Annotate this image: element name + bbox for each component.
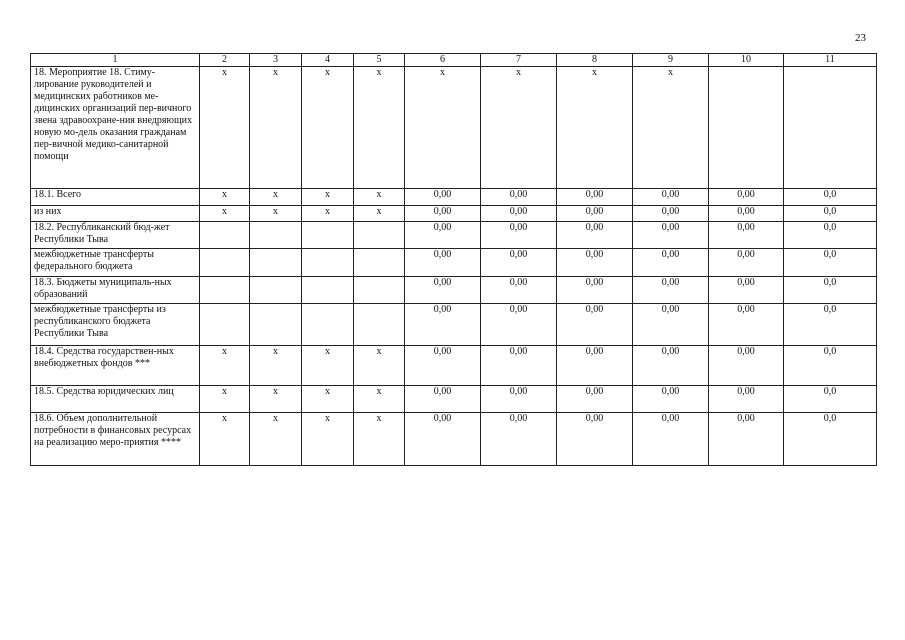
table-cell: 0,00 bbox=[481, 222, 557, 249]
table-cell: х bbox=[200, 346, 250, 386]
table-row bbox=[31, 386, 877, 413]
table-cell: 0,00 bbox=[557, 206, 633, 222]
row-label: межбюджетные трансферты федерального бюджета bbox=[31, 249, 200, 277]
table-cell: х bbox=[250, 346, 302, 386]
table-cell: 0,00 bbox=[633, 386, 709, 413]
table-cell bbox=[302, 222, 354, 249]
table-cell: х bbox=[250, 386, 302, 413]
table-cell bbox=[200, 249, 250, 277]
table-cell: 0,00 bbox=[709, 346, 784, 386]
table-cell: 0,00 bbox=[557, 189, 633, 206]
table-cell: х bbox=[250, 189, 302, 206]
row-label: 18. Мероприятие 18. Стиму-лирование руководителей и медицинских работников ме-дицинских организаций пер-вичного звена здравоохране-ния внедряющих новую мо-дель оказания гражданам пер-вичной медико-санитарной помощи bbox=[31, 67, 200, 189]
table-cell: 0,00 bbox=[405, 277, 481, 304]
table-cell: 0,0 bbox=[784, 386, 877, 413]
table-cell: х bbox=[302, 413, 354, 466]
table-cell: 0,00 bbox=[633, 304, 709, 346]
table-cell: х bbox=[302, 67, 354, 189]
column-header: 5 bbox=[354, 54, 405, 67]
table-cell bbox=[302, 304, 354, 346]
table-cell: х bbox=[354, 346, 405, 386]
table-cell bbox=[354, 249, 405, 277]
table-cell: 0,00 bbox=[709, 206, 784, 222]
column-header: 8 bbox=[557, 54, 633, 67]
row-label: 18.1. Всего bbox=[31, 189, 200, 206]
table-cell: 0,00 bbox=[557, 277, 633, 304]
table-cell: 0,00 bbox=[709, 277, 784, 304]
table-cell: 0,00 bbox=[481, 386, 557, 413]
table-cell: 0,00 bbox=[709, 304, 784, 346]
table-cell: 0,0 bbox=[784, 413, 877, 466]
table-cell: 0,00 bbox=[633, 249, 709, 277]
table-cell: 0,00 bbox=[709, 189, 784, 206]
table-cell bbox=[200, 304, 250, 346]
table-cell: 0,00 bbox=[557, 222, 633, 249]
table-cell: 0,00 bbox=[709, 386, 784, 413]
table-row bbox=[31, 222, 877, 249]
table-cell: х bbox=[302, 206, 354, 222]
table-row bbox=[31, 304, 877, 346]
table-cell: 0,00 bbox=[405, 249, 481, 277]
table-body bbox=[31, 67, 877, 466]
table-cell: 0,00 bbox=[405, 222, 481, 249]
column-header: 11 bbox=[784, 54, 877, 67]
row-label: 18.6. Объем дополнительной потребности в финансовых ресурсах на реализацию меро-приятия **** bbox=[31, 413, 200, 466]
table-row bbox=[31, 277, 877, 304]
table-cell: х bbox=[302, 386, 354, 413]
row-label: 18.4. Средства государствен-ных внебюджетных фондов *** bbox=[31, 346, 200, 386]
table-cell: 0,0 bbox=[784, 346, 877, 386]
page-number: 23 bbox=[855, 32, 866, 44]
table-cell: 0,00 bbox=[709, 413, 784, 466]
table-cell bbox=[250, 249, 302, 277]
table-cell: 0,00 bbox=[557, 413, 633, 466]
row-label: 18.5. Средства юридических лиц bbox=[31, 386, 200, 413]
table-cell: 0,00 bbox=[709, 222, 784, 249]
row-label: 18.2. Республиканский бюд-жет Республики Тыва bbox=[31, 222, 200, 249]
table-row bbox=[31, 206, 877, 222]
table-cell: х bbox=[354, 189, 405, 206]
table-cell: х bbox=[200, 67, 250, 189]
table-cell: х bbox=[481, 67, 557, 189]
column-header: 10 bbox=[709, 54, 784, 67]
table-cell: х bbox=[405, 67, 481, 189]
table-cell: 0,00 bbox=[557, 386, 633, 413]
header-row bbox=[31, 54, 877, 67]
table-cell: х bbox=[250, 67, 302, 189]
table-cell: 0,0 bbox=[784, 222, 877, 249]
table-cell bbox=[354, 304, 405, 346]
table-row bbox=[31, 346, 877, 386]
table-cell: 0,00 bbox=[633, 346, 709, 386]
table-cell bbox=[200, 277, 250, 304]
budget-table bbox=[30, 53, 877, 466]
table-row bbox=[31, 249, 877, 277]
table-cell: 0,0 bbox=[784, 189, 877, 206]
column-header: 6 bbox=[405, 54, 481, 67]
table-cell: х bbox=[354, 67, 405, 189]
table-cell: 0,00 bbox=[557, 249, 633, 277]
table-cell: 0,00 bbox=[481, 277, 557, 304]
table-cell bbox=[354, 277, 405, 304]
table-cell: х bbox=[557, 67, 633, 189]
table-cell: х bbox=[302, 346, 354, 386]
column-header: 1 bbox=[31, 54, 200, 67]
table-row bbox=[31, 67, 877, 189]
table-cell bbox=[250, 277, 302, 304]
column-header: 9 bbox=[633, 54, 709, 67]
table-cell: 0,00 bbox=[557, 304, 633, 346]
table-cell: х bbox=[200, 189, 250, 206]
table-cell bbox=[250, 222, 302, 249]
row-label: 18.3. Бюджеты муниципаль-ных образований bbox=[31, 277, 200, 304]
column-header: 7 bbox=[481, 54, 557, 67]
table-cell: х bbox=[633, 67, 709, 189]
column-header: 2 bbox=[200, 54, 250, 67]
table-row bbox=[31, 413, 877, 466]
table-cell: 0,0 bbox=[784, 206, 877, 222]
table-cell: 0,00 bbox=[633, 277, 709, 304]
table-cell: 0,00 bbox=[405, 386, 481, 413]
table-cell: 0,0 bbox=[784, 249, 877, 277]
table-cell: 0,00 bbox=[405, 304, 481, 346]
table-cell: х bbox=[354, 386, 405, 413]
table-cell: 0,00 bbox=[481, 346, 557, 386]
table-cell: 0,00 bbox=[405, 346, 481, 386]
table-cell: 0,00 bbox=[481, 206, 557, 222]
table-cell bbox=[709, 67, 784, 189]
row-label: межбюджетные трансферты из республиканского бюджета Республики Тыва bbox=[31, 304, 200, 346]
table-cell: 0,00 bbox=[405, 189, 481, 206]
table-cell: х bbox=[200, 206, 250, 222]
table-cell: х bbox=[250, 206, 302, 222]
table-cell: х bbox=[200, 386, 250, 413]
table-cell: 0,00 bbox=[481, 304, 557, 346]
table-cell: 0,0 bbox=[784, 277, 877, 304]
table-cell: х bbox=[354, 206, 405, 222]
table-cell: 0,00 bbox=[633, 206, 709, 222]
table-cell: 0,0 bbox=[784, 304, 877, 346]
table-cell bbox=[302, 277, 354, 304]
table-cell bbox=[250, 304, 302, 346]
table-cell: 0,00 bbox=[405, 206, 481, 222]
table-cell: 0,00 bbox=[481, 249, 557, 277]
table-cell: х bbox=[354, 413, 405, 466]
table-cell: 0,00 bbox=[633, 222, 709, 249]
table-cell: х bbox=[200, 413, 250, 466]
table-cell: х bbox=[250, 413, 302, 466]
table-cell: 0,00 bbox=[405, 413, 481, 466]
row-label: из них bbox=[31, 206, 200, 222]
table-cell: 0,00 bbox=[481, 413, 557, 466]
table-cell bbox=[200, 222, 250, 249]
table-row bbox=[31, 189, 877, 206]
table-cell: х bbox=[302, 189, 354, 206]
table-cell: 0,00 bbox=[709, 249, 784, 277]
table-cell bbox=[302, 249, 354, 277]
table-cell: 0,00 bbox=[633, 189, 709, 206]
table-cell: 0,00 bbox=[557, 346, 633, 386]
column-header: 4 bbox=[302, 54, 354, 67]
table-cell: 0,00 bbox=[633, 413, 709, 466]
table-cell bbox=[784, 67, 877, 189]
table-cell bbox=[354, 222, 405, 249]
table-cell: 0,00 bbox=[481, 189, 557, 206]
column-header: 3 bbox=[250, 54, 302, 67]
